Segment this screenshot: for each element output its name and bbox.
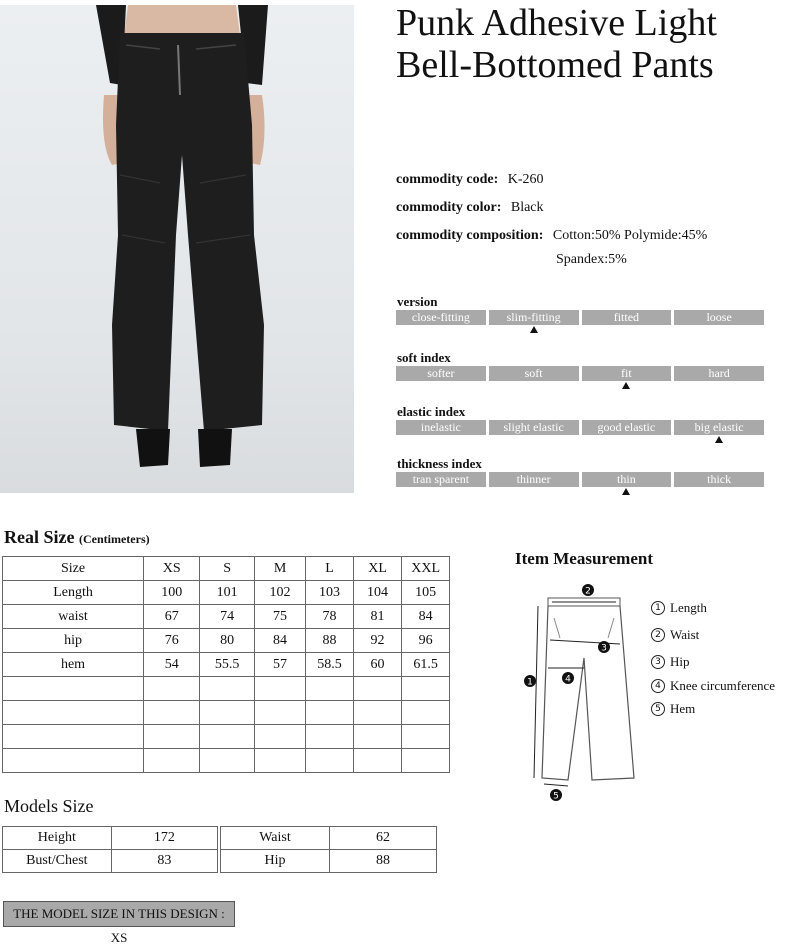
- model-label-cell: Bust/Chest: [3, 850, 112, 873]
- real-size-unit: (Centimeters): [78, 532, 150, 546]
- table-cell: [144, 701, 200, 725]
- index-option: [489, 310, 579, 325]
- model-label-cell: Hip: [221, 850, 330, 873]
- table-cell: 100: [144, 581, 200, 605]
- table-cell: 67: [144, 605, 200, 629]
- table-cell: [254, 749, 305, 773]
- table-row: [3, 827, 218, 850]
- table-cell: hip: [3, 629, 144, 653]
- table-header-cell: Size: [3, 557, 144, 581]
- index-bar: [396, 420, 764, 435]
- table-row: [221, 827, 437, 850]
- index-option-label: fitted: [613, 310, 640, 324]
- table-cell: [402, 725, 450, 749]
- table-row: [221, 850, 437, 873]
- table-cell: [144, 677, 200, 701]
- table-cell: [353, 725, 401, 749]
- index-option: [396, 366, 486, 381]
- product-title: Punk Adhesive Light Bell-Bottomed Pants: [396, 2, 717, 86]
- model-size-note: THE MODEL SIZE IN THIS DESIGN : XS: [3, 901, 235, 927]
- svg-text:2: 2: [585, 586, 591, 597]
- table-cell: 101: [200, 581, 254, 605]
- index-option: [489, 420, 579, 435]
- table-row: [3, 749, 450, 773]
- index-option: [489, 366, 579, 381]
- table-cell: 58.5: [306, 653, 354, 677]
- table-cell: 74: [200, 605, 254, 629]
- legend-label: Hip: [670, 654, 690, 669]
- table-cell: 76: [144, 629, 200, 653]
- table-cell: 81: [353, 605, 401, 629]
- table-header-row: [3, 557, 450, 581]
- table-cell: [144, 725, 200, 749]
- table-cell: 55.5: [200, 653, 254, 677]
- selected-marker-icon: [715, 436, 723, 443]
- index-option: [396, 420, 486, 435]
- table-cell: 80: [200, 629, 254, 653]
- table-cell: [306, 749, 354, 773]
- index-option-label: fit: [621, 366, 632, 380]
- index-option: [674, 472, 764, 487]
- index-option: [582, 310, 672, 325]
- index-option-label: hard: [708, 366, 730, 380]
- table-header-cell: L: [306, 557, 354, 581]
- model-value-cell: 172: [111, 827, 217, 850]
- table-cell: [254, 677, 305, 701]
- number-circle-icon: 2: [651, 628, 665, 642]
- legend-item: [651, 627, 699, 643]
- legend-item: [651, 701, 695, 717]
- table-cell: hem: [3, 653, 144, 677]
- table-cell: 102: [254, 581, 305, 605]
- table-cell: [402, 749, 450, 773]
- index-option-label: slim-fitting: [506, 310, 561, 324]
- table-cell: 54: [144, 653, 200, 677]
- table-cell: [306, 677, 354, 701]
- index-option: [674, 420, 764, 435]
- table-cell: [144, 749, 200, 773]
- model-value-cell: 88: [330, 850, 437, 873]
- table-row: [3, 629, 450, 653]
- svg-text:5: 5: [553, 791, 559, 802]
- index-option-label: good elastic: [597, 420, 656, 434]
- table-header-cell: XL: [353, 557, 401, 581]
- table-header-cell: M: [254, 557, 305, 581]
- table-header-cell: S: [200, 557, 254, 581]
- index-option-label: close-fitting: [411, 310, 470, 324]
- spec-code-key: commodity code:: [396, 172, 499, 187]
- legend-item: [651, 678, 775, 694]
- index-option: [396, 472, 486, 487]
- table-cell: 78: [306, 605, 354, 629]
- table-cell: [254, 725, 305, 749]
- index-option-label: softer: [427, 366, 455, 380]
- table-header-cell: XS: [144, 557, 200, 581]
- table-cell: [353, 701, 401, 725]
- svg-text:3: 3: [601, 643, 607, 654]
- table-cell: [3, 677, 144, 701]
- table-row: [3, 850, 218, 873]
- legend-item: [651, 654, 690, 670]
- index-option: [582, 472, 672, 487]
- index-option-label: thick: [707, 472, 732, 486]
- index-option: [396, 310, 486, 325]
- index-option-label: slight elastic: [503, 420, 564, 434]
- table-cell: [402, 701, 450, 725]
- models-size-title: Models Size: [4, 796, 94, 816]
- index-title: elastic index: [397, 404, 466, 419]
- spec-composition-row: [396, 228, 707, 244]
- legend-label: Length: [670, 600, 707, 615]
- svg-text:4: 4: [565, 674, 571, 685]
- table-cell: [402, 677, 450, 701]
- table-cell: [3, 725, 144, 749]
- legend-label: Hem: [670, 701, 696, 716]
- spec-composition-line2: Spandex:5%: [556, 252, 627, 267]
- model-value-cell: 62: [330, 827, 437, 850]
- table-cell: waist: [3, 605, 144, 629]
- index-bar: [396, 472, 764, 487]
- table-cell: 84: [254, 629, 305, 653]
- product-photo: [0, 5, 354, 493]
- table-header-cell: XXL: [402, 557, 450, 581]
- selected-marker-icon: [530, 326, 538, 333]
- table-cell: [353, 677, 401, 701]
- index-option: [489, 472, 579, 487]
- legend-label: Waist: [670, 627, 700, 642]
- model-table-right: [220, 826, 437, 873]
- spec-code-row: [396, 172, 544, 188]
- table-cell: 57: [254, 653, 305, 677]
- index-option-label: tran sparent: [412, 472, 470, 486]
- spec-color-key: commodity color:: [396, 200, 502, 215]
- model-table-left: [2, 826, 218, 873]
- index-option: [674, 366, 764, 381]
- number-circle-icon: 5: [651, 702, 665, 716]
- item-measurement-title: Item Measurement: [515, 549, 654, 568]
- table-cell: [306, 701, 354, 725]
- legend-label: Knee circumference: [670, 678, 776, 693]
- table-cell: [3, 749, 144, 773]
- legend-item: [651, 600, 707, 616]
- table-cell: 60: [353, 653, 401, 677]
- index-option-label: soft: [524, 366, 543, 380]
- index-bar: [396, 310, 764, 325]
- number-circle-icon: 1: [651, 601, 665, 615]
- real-size-title: [4, 527, 150, 548]
- table-row: [3, 677, 450, 701]
- index-title: soft index: [397, 350, 451, 365]
- table-cell: [306, 725, 354, 749]
- table-cell: 92: [353, 629, 401, 653]
- model-label-cell: Height: [3, 827, 112, 850]
- model-value-cell: 83: [111, 850, 217, 873]
- table-row: [3, 653, 450, 677]
- table-cell: 105: [402, 581, 450, 605]
- index-option-label: loose: [706, 310, 732, 324]
- table-cell: 61.5: [402, 653, 450, 677]
- table-cell: 84: [402, 605, 450, 629]
- spec-color-row: [396, 200, 544, 216]
- index-option-label: thinner: [516, 472, 551, 486]
- table-row: [3, 581, 450, 605]
- table-row: [3, 725, 450, 749]
- table-cell: [254, 701, 305, 725]
- size-table: [2, 556, 450, 773]
- table-cell: [200, 701, 254, 725]
- index-option: [674, 310, 764, 325]
- number-circle-icon: 4: [651, 679, 665, 693]
- index-bar: [396, 366, 764, 381]
- table-cell: [200, 749, 254, 773]
- spec-composition-key: commodity composition:: [396, 228, 544, 243]
- table-cell: 104: [353, 581, 401, 605]
- table-cell: 96: [402, 629, 450, 653]
- index-option-label: thin: [617, 472, 636, 486]
- index-option-label: big elastic: [694, 420, 744, 434]
- real-size-heading: Real Size: [4, 527, 75, 547]
- table-cell: [3, 701, 144, 725]
- svg-text:1: 1: [527, 677, 533, 688]
- table-cell: 88: [306, 629, 354, 653]
- model-label-cell: Waist: [221, 827, 330, 850]
- table-cell: [353, 749, 401, 773]
- table-cell: [200, 725, 254, 749]
- pants-measurement-diagram: [520, 578, 645, 813]
- index-option-label: inelastic: [420, 420, 461, 434]
- index-option: [582, 366, 672, 381]
- index-option: [582, 420, 672, 435]
- number-circle-icon: 3: [651, 655, 665, 669]
- index-title: thickness index: [397, 456, 482, 471]
- spec-code-value: K-260: [507, 172, 544, 187]
- spec-color-value: Black: [510, 200, 544, 215]
- index-title: version: [397, 294, 438, 309]
- table-cell: 75: [254, 605, 305, 629]
- selected-marker-icon: [622, 382, 630, 389]
- table-row: [3, 605, 450, 629]
- spec-composition-line1: Cotton:50% Polymide:45%: [552, 228, 708, 243]
- selected-marker-icon: [622, 488, 630, 495]
- table-cell: 103: [306, 581, 354, 605]
- table-row: [3, 701, 450, 725]
- table-cell: Length: [3, 581, 144, 605]
- table-cell: [200, 677, 254, 701]
